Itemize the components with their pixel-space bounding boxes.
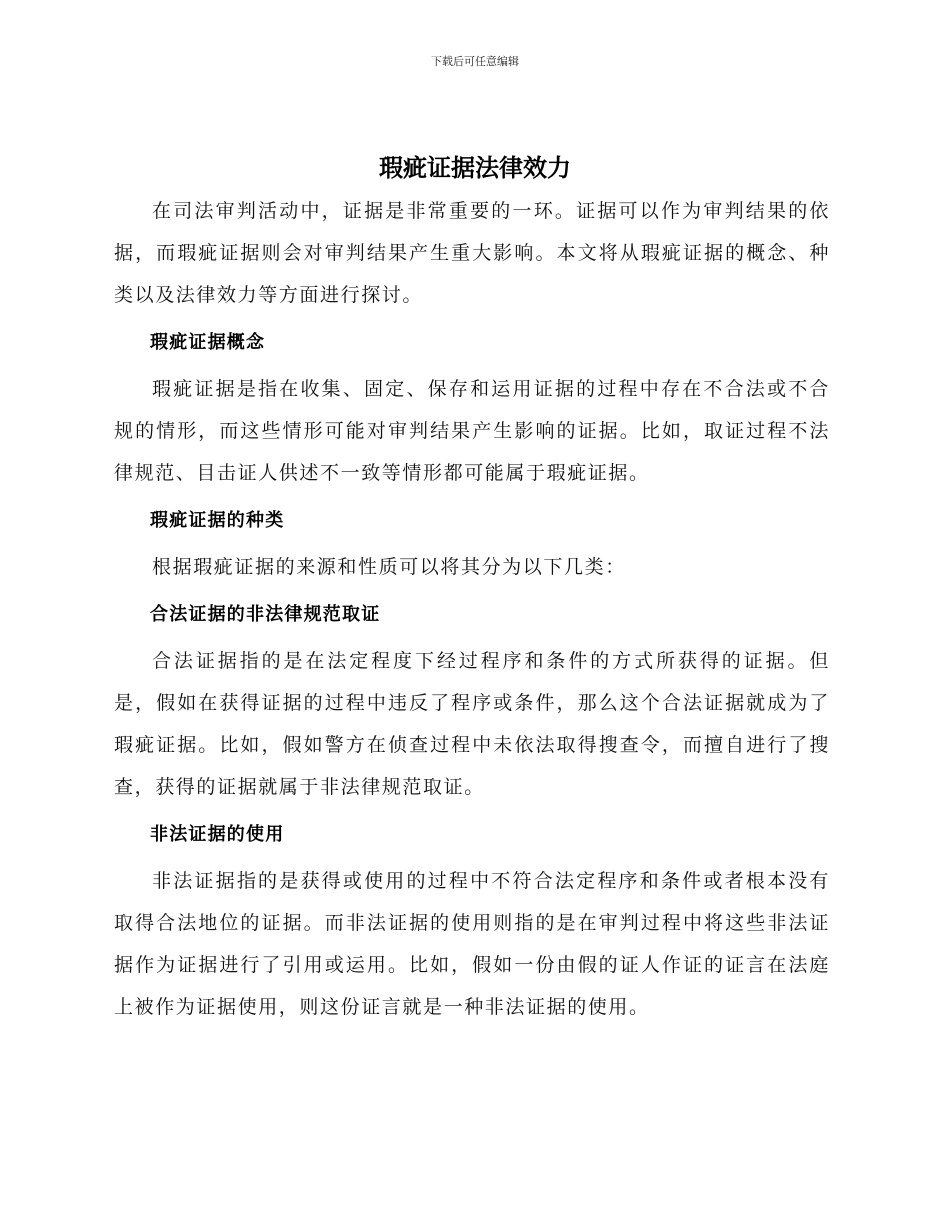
intro-paragraph: 在司法审判活动中，证据是非常重要的一环。证据可以作为审判结果的依据，而瑕疵证据则会对审判结果产生重大影响。本文将从瑕疵证据的概念、种类以及法律效力等方面进行探讨。: [114, 200, 830, 306]
header-note: 下载后可任意编辑: [431, 55, 519, 68]
section-heading-concept: 瑕疵证据概念: [150, 332, 266, 353]
section-body-legal-evidence: 合法证据指的是在法定程度下经过程序和条件的方式所获得的证据。但是，假如在获得证据的过程中违反了程序或条件，那么这个合法证据就成为了瑕疵证据。比如，假如警方在侦查过程中未依法取得搜查令，而擅自进行了搜查，获得的证据就属于非法律规范取证。: [114, 650, 830, 798]
section-body-concept: 瑕疵证据是指在收集、固定、保存和运用证据的过程中存在不合法或不合规的情形，而这些情形可能对审判结果产生影响的证据。比如，取证过程不法律规范、目击证人供述不一致等情形都可能属于瑕疵证据。: [114, 378, 830, 484]
section-body-types: 根据瑕疵证据的来源和性质可以将其分为以下几类：: [152, 556, 626, 578]
document-body: [114, 190, 830, 1028]
section-heading-legal-evidence: 合法证据的非法律规范取证: [150, 604, 381, 625]
document-title: 瑕疵证据法律效力: [379, 154, 571, 182]
section-heading-types: 瑕疵证据的种类: [150, 510, 285, 531]
section-body-illegal-evidence: 非法证据指的是获得或使用的过程中不符合法定程序和条件或者根本没有取得合法地位的证据。而非法证据的使用则指的是在审判过程中将这些非法证据作为证据进行了引用或运用。比如，假如一份由假的证人作证的证言在法庭上被作为证据使用，则这份证言就是一种非法证据的使用。: [114, 870, 830, 1018]
section-heading-illegal-evidence: 非法证据的使用: [150, 824, 285, 845]
